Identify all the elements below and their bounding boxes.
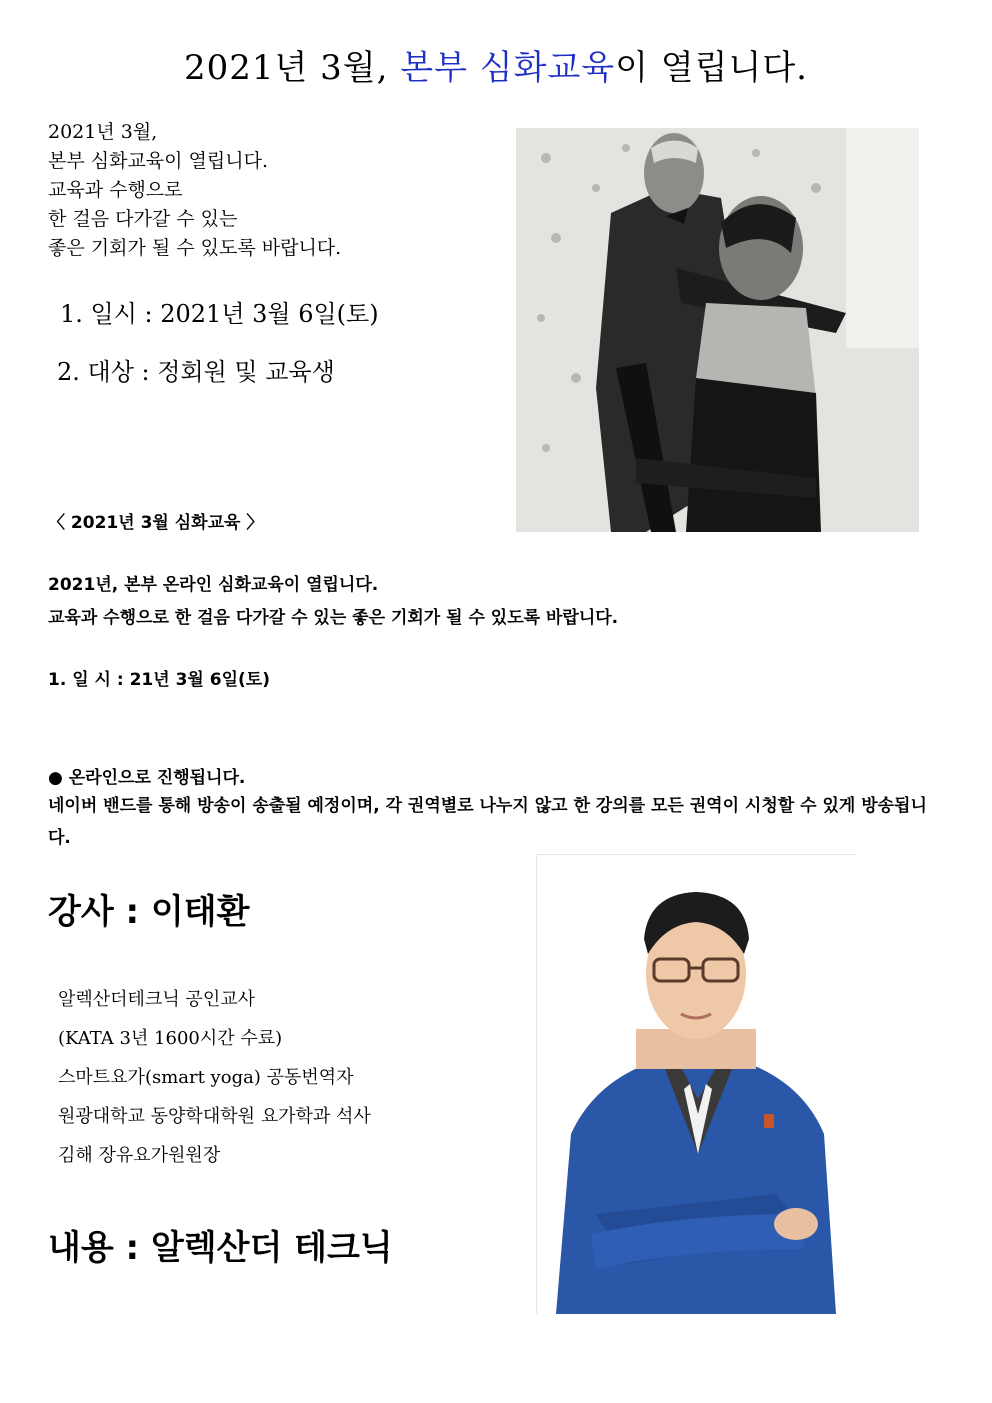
lecturer-heading: 강사 : 이태환	[48, 892, 250, 932]
online-description: 네이버 밴드를 통해 방송이 송출될 예정이며, 각 권역별로 나누지 않고 한 강의를 모든 권역이 시청할 수 있게 방송됩니다.	[48, 796, 927, 848]
section-header: 〈 2021년 3월 심화교육 〉	[48, 513, 264, 533]
intro-line: 본부 심화교육이 열립니다.	[48, 150, 269, 172]
bio-line: 김해 장유요가원원장	[58, 1145, 221, 1166]
title-highlight: 본부 심화교육	[400, 48, 616, 88]
intro-text	[48, 118, 341, 263]
bio-line: 알렉산더테크닉 공인교사	[58, 989, 255, 1010]
title-part1: 2021년 3월,	[184, 48, 401, 88]
intro-line: 교육과 수행으로	[48, 179, 183, 201]
item-target: 2. 대상 : 정회원 및 교육생	[57, 358, 335, 386]
lecturer-bio	[58, 980, 371, 1175]
online-bullet: ● 온라인으로 진행됩니다.	[48, 768, 246, 788]
lecturer-photo	[536, 854, 856, 1314]
intro-line: 2021년 3월,	[48, 121, 158, 143]
item-date: 1. 일시 : 2021년 3월 6일(토)	[60, 300, 379, 328]
content-heading: 내용 : 알렉산더 테크닉	[48, 1228, 393, 1268]
intro-line: 한 걸음 다가갈 수 있는	[48, 208, 238, 230]
section-line1: 2021년, 본부 온라인 심화교육이 열립니다.	[48, 575, 379, 595]
alexander-technique-photo	[516, 128, 919, 532]
bio-line: 스마트요가(smart yoga) 공동번역자	[58, 1067, 354, 1088]
bio-line: (KATA 3년 1600시간 수료)	[58, 1028, 283, 1049]
bio-line: 원광대학교 동양학대학원 요가학과 석사	[58, 1106, 371, 1127]
section-date: 1. 일 시 : 21년 3월 6일(토)	[48, 670, 270, 690]
intro-line: 좋은 기회가 될 수 있도록 바랍니다.	[48, 237, 342, 259]
title-part2: 이 열립니다.	[615, 48, 808, 88]
page-title	[0, 40, 992, 89]
section-line2: 교육과 수행으로 한 걸음 다가갈 수 있는 좋은 기회가 될 수 있도록 바랍니다.	[48, 608, 619, 628]
